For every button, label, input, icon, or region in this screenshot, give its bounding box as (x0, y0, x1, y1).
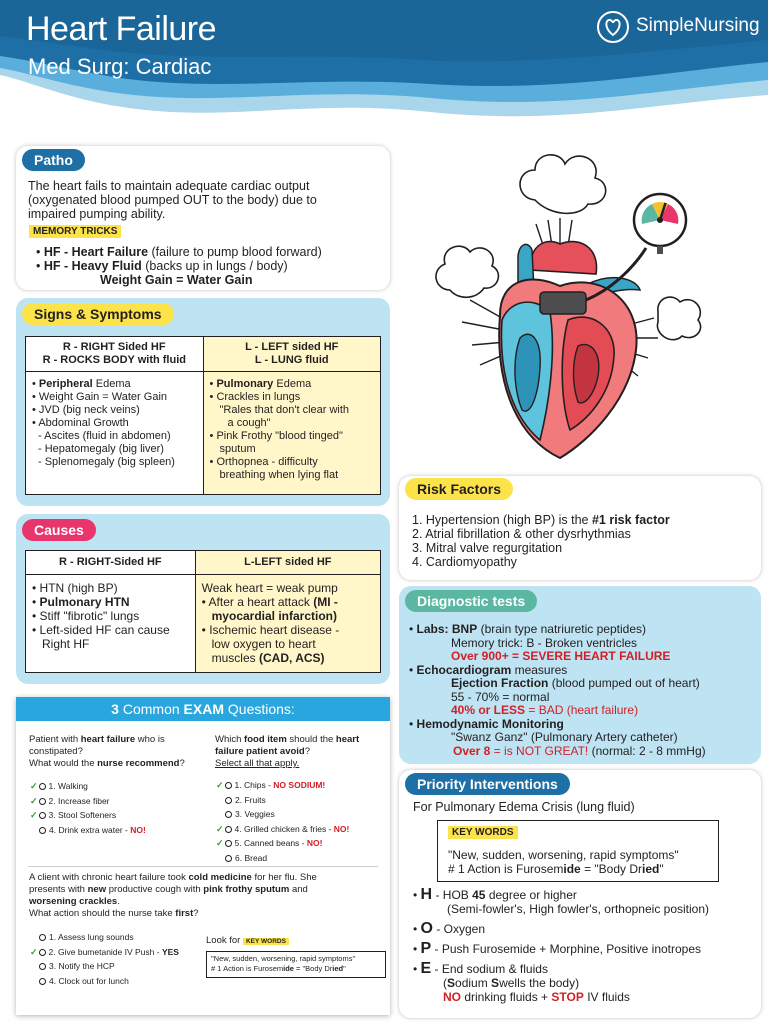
diagnostic-tests-list: • Labs: BNP (brain type natriuretic peptides) Memory trick: B - Broken ventricles Over 900+ = SEVERE HEART FAILURE • Echocardiogram measures Ejection Fraction (blood pumped out of heart) 55 - 70% = normal 40% or LESS = BAD (heart failure) • Hemodynamic Monitoring "Swanz Ganz" (Pulmonary Artery catheter) Over 8 = is NOT GREAT! (normal: 2 - 8 mmHg) (409, 622, 706, 758)
key-words-box: "New, sudden, worsening, rapid symptoms" # 1 Action is Furosemide = "Body Dried" (206, 951, 386, 978)
heart-illustration (410, 140, 710, 470)
memory-tricks-list: • HF - Heart Failure (failure to pump blood forward) • HF - Heavy Fluid (backs up in lungs / body) Weight Gain = Water Gain (36, 245, 322, 287)
left-sided-header: L - LEFT sided HF L - LUNG fluid (203, 337, 380, 372)
priority-key-words-box: KEY WORDS "New, sudden, worsening, rapid symptoms" # 1 Action is Furosemide = "Body Dried" (437, 820, 719, 882)
q1-option-1[interactable]: ✓ 1. Walking (30, 781, 88, 791)
exam-questions-panel (16, 697, 390, 1015)
causes-table (25, 550, 381, 673)
risk-factors-label: Risk Factors (405, 478, 513, 500)
signs-table (25, 336, 381, 495)
q1-option-2[interactable]: ✓ 2. Increase fiber (30, 795, 110, 806)
pressure-gauge-icon (634, 194, 686, 254)
bp-cuff-icon (540, 292, 586, 314)
priority-interventions-card (399, 770, 761, 1018)
question-2-options (216, 778, 349, 865)
causes-label: Causes (22, 519, 96, 541)
q2-option-3[interactable]: 3. Veggies (216, 807, 349, 822)
q1-option-4[interactable]: 4. Drink extra water - NO! (30, 823, 146, 838)
risk-factors-card (399, 476, 761, 580)
question-1-options (30, 779, 146, 837)
question-2: Which food item should the heart failure patient avoid? Select all that apply. (215, 734, 360, 769)
heart-logo-icon (596, 10, 630, 44)
priority-intro: For Pulmonary Edema Crisis (lung fluid) (413, 800, 635, 814)
page-subtitle: Med Surg: Cardiac (28, 54, 212, 79)
risk-factors-list: 1. Hypertension (high BP) is the #1 risk factor 2. Atrial fibrillation & other dysrhythmias 3. Mitral valve regurgitation 4. Cardiomyopathy (412, 513, 670, 569)
q3-option-3[interactable]: 3. Notify the HCP (30, 959, 179, 974)
patho-card (16, 146, 390, 290)
brand-name: SimpleNursing (636, 15, 760, 36)
q3-option-1[interactable]: 1. Assess lung sounds (30, 930, 179, 945)
q3-option-4[interactable]: 4. Clock out for lunch (30, 974, 179, 989)
causes-card (16, 514, 390, 684)
causes-right-list: • HTN (high BP) • Pulmonary HTN • Stiff "fibrotic" lungs • Left-sided HF can cause Right HF (26, 575, 196, 673)
q3-option-2[interactable]: ✓ 2. Give bumetanide IV Push - YES (30, 946, 179, 957)
right-sided-signs: • Peripheral Edema • Weight Gain = Water Gain • JVD (big neck veins) • Abdominal Growth - Ascites (fluid in abdomen) - Hepatomegaly (big liver) - Splenomegaly (big spleen) (26, 372, 204, 495)
signs-symptoms-label: Signs & Symptoms (22, 303, 174, 325)
q2-option-4[interactable]: ✓ 4. Grilled chicken & fries - NO! (216, 823, 350, 834)
patho-description: The heart fails to maintain adequate cardiac output (oxygenated blood pumped OUT to the body) due to impaired pumping ability. (28, 179, 317, 221)
causes-left-header: L-LEFT sided HF (195, 551, 380, 575)
q2-option-2[interactable]: 2. Fruits (216, 793, 349, 808)
q1-option-3[interactable]: ✓ 3. Stool Softeners (30, 810, 117, 820)
look-for-label: Look for KEY WORDS (206, 935, 289, 948)
exam-header: 3 Common EXAM Questions: (16, 697, 390, 721)
diagnostic-tests-card (399, 586, 761, 764)
question-3: A client with chronic heart failure took cold medicine for her flu. She presents with new productive cough with pink frothy sputum and worsening crackles. What action should the nurse take first? (29, 872, 317, 919)
causes-right-header: R - RIGHT-Sided HF (26, 551, 196, 575)
divider (28, 866, 378, 867)
signs-symptoms-card (16, 298, 390, 506)
q2-option-6[interactable]: 6. Bread (216, 851, 349, 866)
question-3-options (30, 930, 179, 988)
steam-cloud-left-icon (436, 246, 498, 297)
steam-cloud-right-icon (657, 297, 700, 340)
right-sided-header: R - RIGHT Sided HF R - ROCKS BODY with fluid (26, 337, 204, 372)
left-sided-signs: • Pulmonary Edema • Crackles in lungs "Rales that don't clear with a cough" • Pink Frothy "blood tinged" sputum • Orthopnea - difficulty breathing when lying flat (203, 372, 380, 495)
brand-logo (596, 10, 766, 44)
page-title: Heart Failure (26, 10, 217, 48)
memory-tricks-tag: MEMORY TRICKS (29, 225, 121, 238)
hope-mnemonic: • H - HOB 45 degree or higher (Semi-fowler's, High fowler's, orthopneic position) • O - Oxygen • P - Push Furosemide + Morphine, Positive inotropes • E - End sodium & fluids (Sodium Swells the body) NO drinking fluids + STOP IV fluids (413, 886, 710, 1004)
priority-interventions-label: Priority Interventions (405, 773, 570, 795)
causes-left-list: Weak heart = weak pump • After a heart attack (MI - myocardial infarction) • Ischemic heart disease - low oxygen to heart muscles (CAD, ACS) (195, 575, 380, 673)
question-1: Patient with heart failure who is constipated? What would the nurse recommend? (29, 734, 185, 769)
patho-label: Patho (22, 149, 85, 171)
diagnostic-tests-label: Diagnostic tests (405, 590, 537, 612)
q2-option-5[interactable]: ✓ 5. Canned beans - NO! (216, 838, 323, 848)
steam-cloud-top-icon (520, 155, 606, 214)
q2-option-1[interactable]: ✓ 1. Chips - NO SODIUM! (216, 780, 326, 790)
header-banner (0, 0, 768, 140)
